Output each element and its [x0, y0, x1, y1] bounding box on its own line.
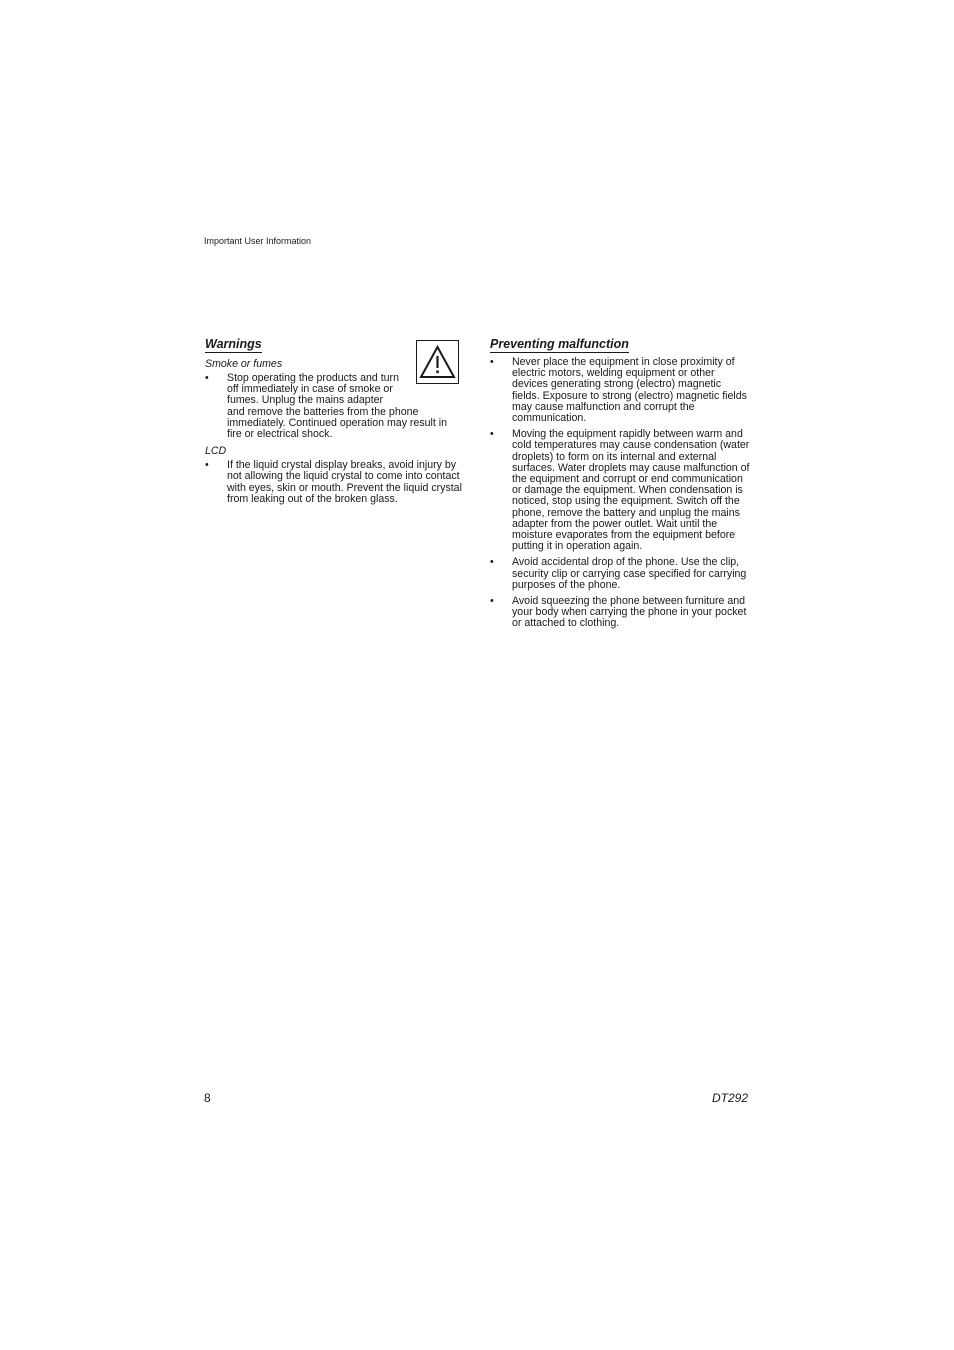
malfunction-item-text: Avoid accidental drop of the phone. Use the clip, security clip or carrying case specified for carrying purposes of the phone. [512, 556, 747, 591]
list-item [490, 596, 750, 630]
warnings-column [205, 335, 463, 510]
list-item [205, 373, 463, 440]
smoke-line: immediately. Continued operation may result in [227, 416, 448, 429]
smoke-line: and remove the batteries from the phone [227, 405, 419, 418]
lcd-subtitle: LCD [205, 445, 227, 458]
bullet-dot: • [205, 459, 209, 472]
smoke-line: off immediately in case of smoke or [227, 383, 393, 396]
bullet-dot: • [490, 356, 494, 368]
smoke-list [205, 373, 463, 440]
smoke-subtitle: Smoke or fumes [205, 358, 283, 370]
list-item [490, 429, 750, 552]
smoke-line: Stop operating the products and turn [227, 372, 399, 384]
malfunction-item-text: Avoid squeezing the phone between furniture and your body when carrying the phone in your pocket or attached to clothing. [512, 595, 747, 630]
running-header: Important User Information [204, 236, 312, 246]
malfunction-item-text: Moving the equipment rapidly between warm and cold temperatures may cause condensation (water droplets) to form on its internal and external surfaces. Water droplets may cause malfunction of the equipment and corrupt or end communication or damage the equipment. When condensation is noticed, stop using the equipment. Switch off the phone, remove the battery and unplug the mains adapter from the power outlet. Wait until the moisture evaporates from the equipment before putting it in operation again. [512, 428, 750, 553]
smoke-line: fumes. Unplug the mains adapter [227, 394, 384, 407]
bullet-dot: • [490, 556, 494, 569]
list-item [205, 460, 463, 505]
smoke-line: fire or electrical shock. [227, 428, 333, 441]
bullet-dot: • [205, 372, 209, 384]
malfunction-list [490, 357, 750, 630]
lcd-list [205, 460, 463, 505]
malfunction-item-text: Never place the equipment in close proximity of electric motors, welding equipment or other devices generating strong (electro) magnetic fields. Exposure to strong (electro) magnetic fields may cause malfunction and corrupt the communication. [512, 356, 747, 425]
list-item [490, 357, 750, 424]
bullet-dot: • [490, 428, 494, 441]
bullet-dot: • [490, 595, 494, 608]
warnings-title: Warnings [205, 337, 262, 351]
page-number: 8 [204, 1091, 211, 1105]
malfunction-column [490, 335, 750, 635]
list-item [490, 557, 750, 591]
lcd-text: If the liquid crystal display breaks, avoid injury by not allowing the liquid crystal to come into contact with eyes, skin or mouth. Prevent the liquid crystal from leaking out of the broken glass. [227, 459, 462, 505]
model-name: DT292 [712, 1091, 749, 1105]
malfunction-title: Preventing malfunction [490, 337, 629, 351]
